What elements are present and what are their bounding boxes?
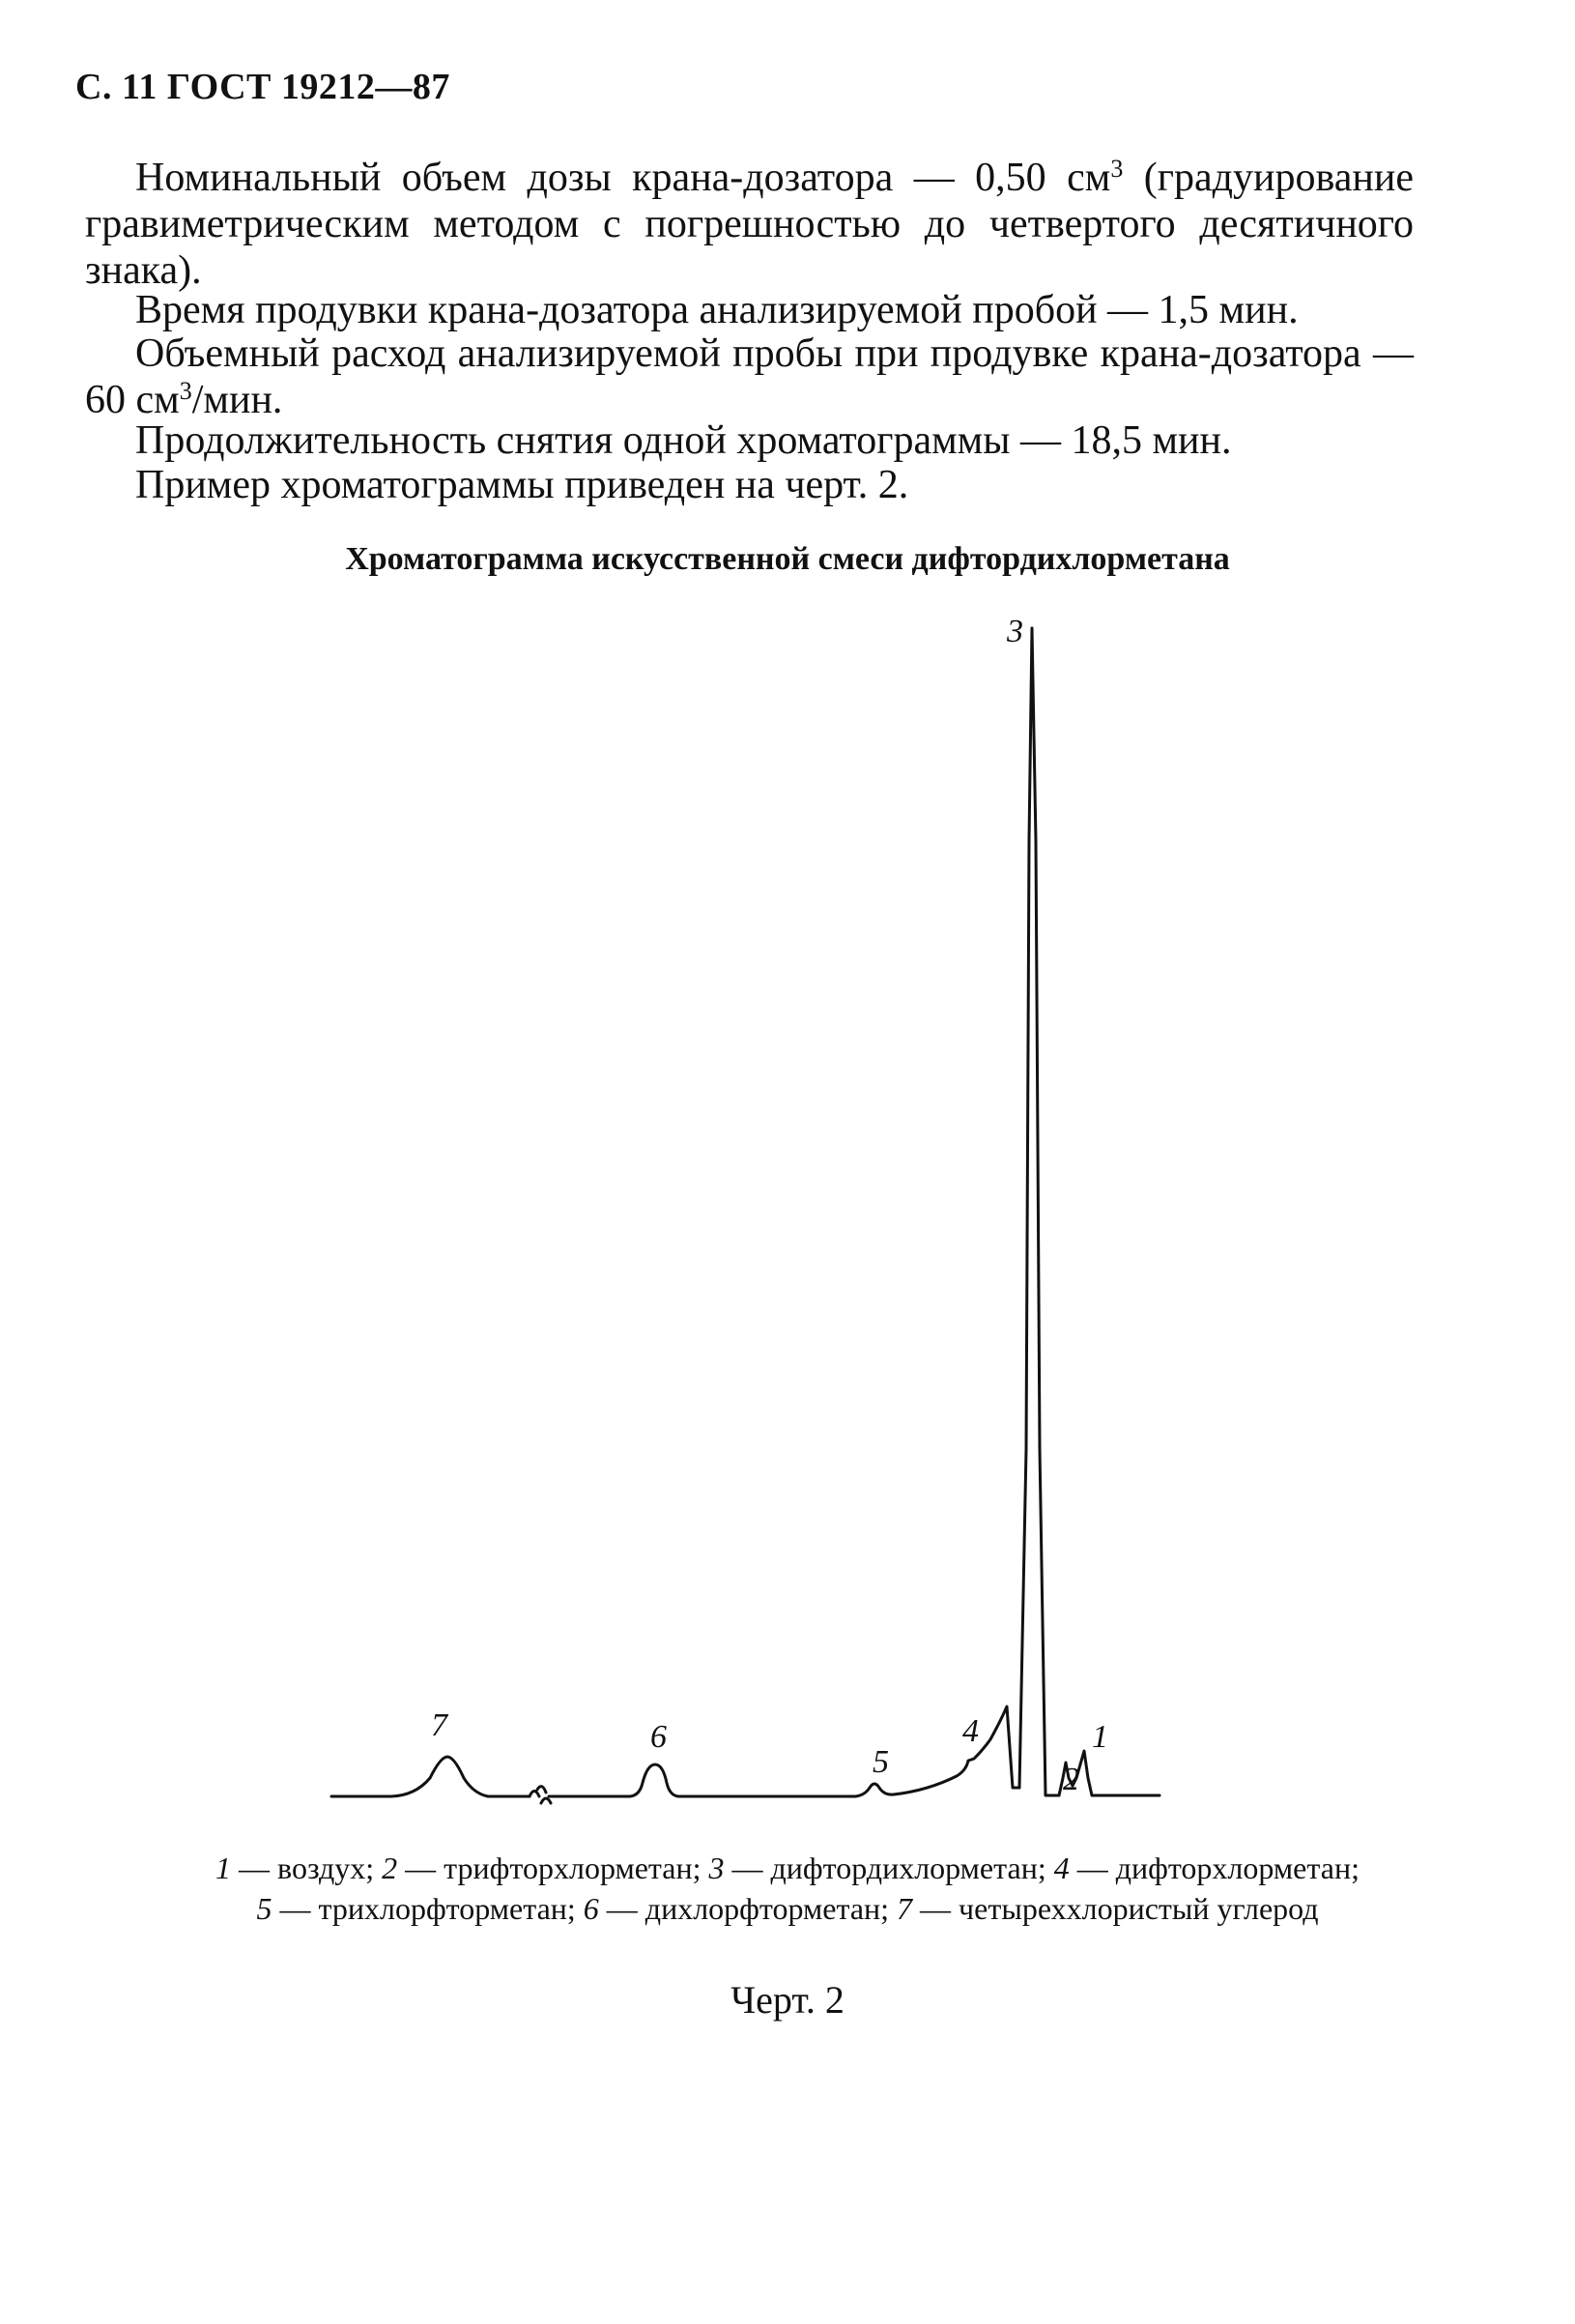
chromatogram-trace-middle [556, 1707, 1019, 1796]
legend-line-1 [0, 1848, 1575, 1888]
peak-label-2: 2 [1063, 1762, 1079, 1797]
figure-title: Хроматограмма искусственной смеси дифтордихлорметана [345, 541, 1230, 577]
legend-text: — дихлорфторметан; [598, 1891, 898, 1926]
paragraph-text: Номинальный объем дозы крана-дозатора — 0,50 см [135, 156, 1111, 200]
legend-number: 1 [215, 1851, 232, 1885]
legend-number: 6 [583, 1891, 599, 1926]
legend-text: — дифтордихлорметан; [724, 1851, 1054, 1885]
paragraph-duration: Продолжительность снятия одной хроматограммы — 18,5 мин. [135, 418, 1232, 463]
legend-number: 4 [1053, 1851, 1070, 1885]
paragraph-text: (градуирование гравиметрическим методом с погрешностью до четвертого десятичного знака). [85, 156, 1414, 293]
peak-label-3: 3 [1007, 614, 1023, 649]
legend-number: 3 [708, 1851, 725, 1885]
peak-label-1: 1 [1092, 1719, 1108, 1755]
superscript: 3 [179, 377, 192, 405]
legend-text: — трифторхлорметан; [397, 1851, 709, 1885]
legend-text: — воздух; [231, 1851, 383, 1885]
legend-text: — трихлорфторметан; [272, 1891, 584, 1926]
page-header: С. 11 ГОСТ 19212—87 [75, 67, 450, 107]
chromatogram-trace-left [331, 1757, 530, 1796]
axis-break-mark [530, 1787, 556, 1803]
superscript: 3 [1110, 155, 1124, 183]
peak-label-4: 4 [962, 1713, 979, 1749]
legend-number: 2 [382, 1851, 398, 1885]
figure-caption: Черт. 2 [730, 1978, 845, 2022]
peak-label-5: 5 [873, 1744, 889, 1780]
peak-label-7: 7 [431, 1707, 447, 1743]
legend-number: 7 [897, 1891, 913, 1926]
peak-label-6: 6 [650, 1719, 667, 1755]
legend-text: — дифторхлорметан; [1069, 1851, 1360, 1885]
legend-line-2 [0, 1888, 1575, 1929]
chromatogram-peak-3 [1019, 628, 1059, 1795]
paragraph-purge-time: Время продувки крана-дозатора анализируемой пробой — 1,5 мин. [135, 288, 1299, 332]
paragraph-example: Пример хроматограммы приведен на черт. 2. [135, 463, 909, 507]
paragraph-text: /мин. [191, 378, 283, 422]
legend-number: 5 [256, 1891, 272, 1926]
paragraph-text: Объемный расход анализируемой пробы при продувке крана-дозатора — 60 см [85, 331, 1414, 422]
figure-legend [0, 1848, 1575, 1929]
legend-text: — четыреххлористый углерод [912, 1891, 1319, 1926]
